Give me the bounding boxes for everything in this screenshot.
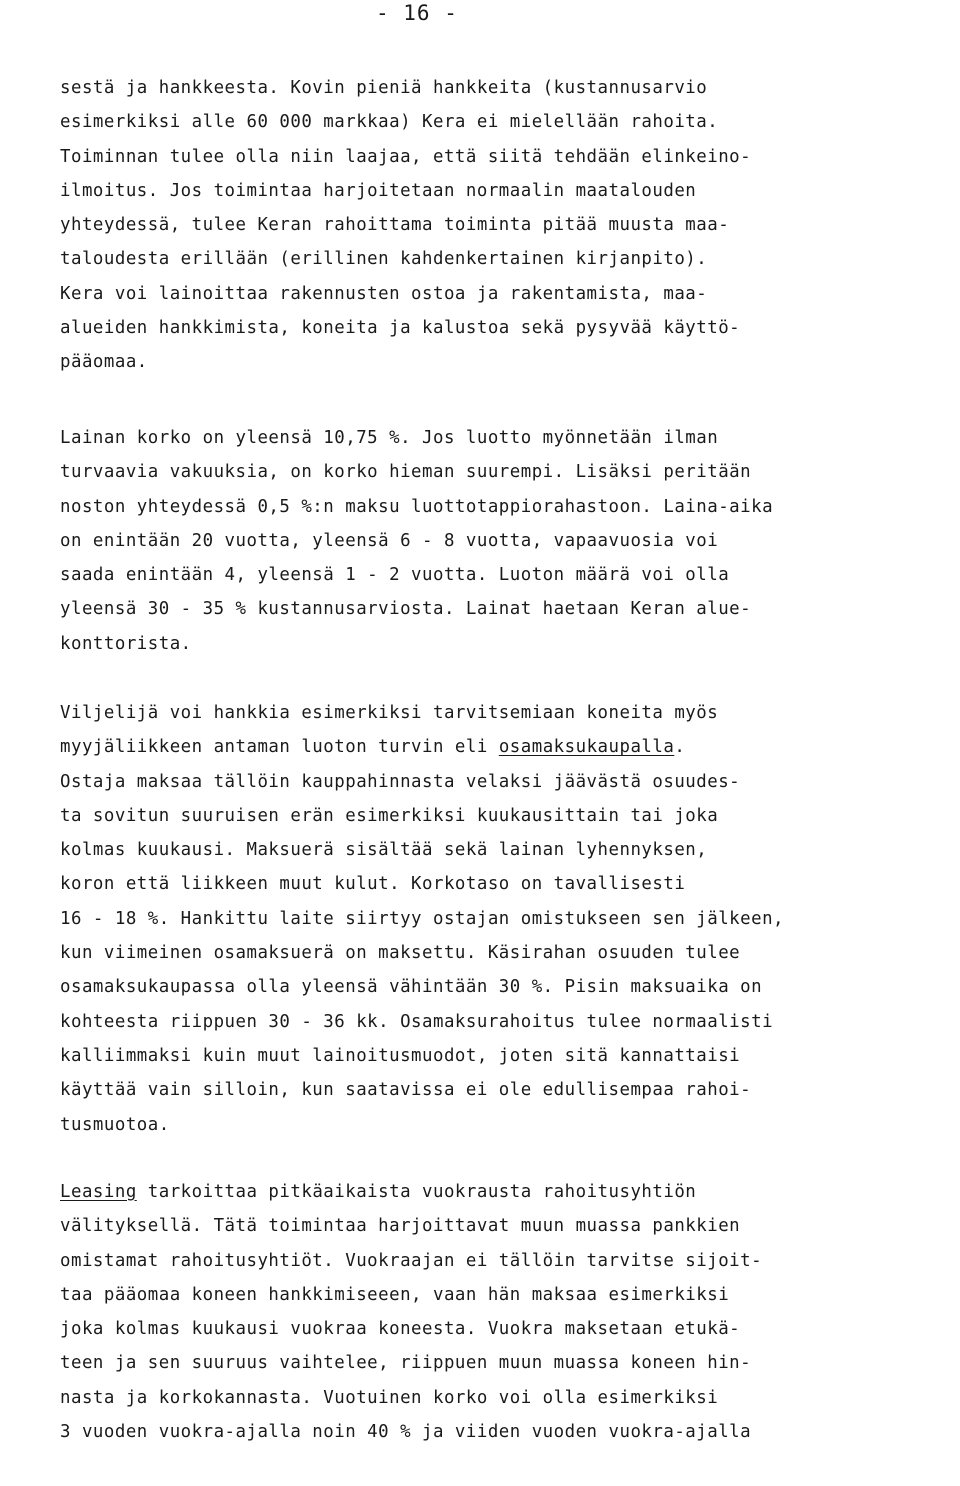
text-line: käyttää vain silloin, kun saatavissa ei ole edullisempaa rahoi- <box>60 1080 752 1101</box>
text-line: Kera voi lainoittaa rakennusten ostoa ja rakentamista, maa- <box>60 283 708 304</box>
paragraph-leasing <box>60 1175 762 1449</box>
text-line: konttorista. <box>60 633 192 654</box>
text-line: kohteesta riippuen 30 - 36 kk. Osamaksurahoitus tulee normaalisti <box>60 1011 774 1032</box>
text-line: nasta ja korkokannasta. Vuotuinen korko voi olla esimerkiksi <box>60 1387 719 1408</box>
text-line: tusmuotoa. <box>60 1114 170 1135</box>
paragraph-kera-financing <box>60 71 751 380</box>
text-line: sestä ja hankkeesta. Kovin pieniä hankkeita (kustannusarvio <box>60 78 708 98</box>
text-line: taa pääomaa koneen hankkimiseeen, vaan hän maksaa esimerkiksi <box>60 1284 730 1305</box>
paragraph-installment-purchase <box>60 696 784 1142</box>
text-line: yhteydessä, tulee Keran rahoittama toiminta pitää muusta maa- <box>60 215 730 236</box>
text-line: osamaksukaupassa olla yleensä vähintään 30 %. Pisin maksuaika on <box>60 977 763 998</box>
text-line: 3 vuoden vuokra-ajalla noin 40 % ja viiden vuoden vuokra-ajalla <box>60 1422 752 1443</box>
underlined-term: osamaksukaupalla <box>498 737 675 758</box>
text-line: koron että liikkeen muut kulut. Korkotaso on tavallisesti <box>60 874 686 895</box>
page-number: - 16 - <box>376 1 458 25</box>
text-line: taloudesta erillään (erillinen kahdenkertainen kirjanpito). <box>60 249 708 270</box>
text-line: Toiminnan tulee olla niin laajaa, että siitä tehdään elinkeino- <box>60 146 752 167</box>
text-segment: . <box>674 737 686 758</box>
text-line: yleensä 30 - 35 % kustannusarviosta. Lainat haetaan Keran alue- <box>60 599 752 620</box>
text-line: Lainan korko on yleensä 10,75 %. Jos luotto myönnetään ilman <box>60 428 719 448</box>
text-line: joka kolmas kuukausi vuokraa koneesta. Vuokra maksetaan etukä- <box>60 1319 741 1340</box>
text-line <box>60 1175 762 1209</box>
text-line: esimerkiksi alle 60 000 markkaa) Kera ei mielellään rahoita. <box>60 112 719 133</box>
paragraph-loan-terms <box>60 421 773 661</box>
text-line: omistamat rahoitusyhtiöt. Vuokraajan ei tällöin tarvitse sijoit- <box>60 1250 763 1271</box>
text-line: teen ja sen suuruus vaihtelee, riippuen muun muassa koneen hin- <box>60 1353 752 1374</box>
text-line: kalliimmaksi kuin muut lainoitusmuodot, joten sitä kannattaisi <box>60 1045 741 1066</box>
text-line: ta sovitun suuruisen erän esimerkiksi kuukausittain tai joka <box>60 805 719 826</box>
text-segment: tarkoittaa pitkäaikaista vuokrausta rahoitusyhtiön <box>136 1182 697 1202</box>
text-line: Ostaja maksaa tällöin kauppahinnasta velaksi jäävästä osuudes- <box>60 771 741 792</box>
text-line: välityksellä. Tätä toimintaa harjoittavat muun muassa pankkien <box>60 1216 741 1237</box>
text-line: alueiden hankkimista, koneita ja kalustoa sekä pysyvää käyttö- <box>60 318 741 339</box>
text-line: on enintään 20 vuotta, yleensä 6 - 8 vuotta, vapaavuosia voi <box>60 530 719 551</box>
text-line: saada enintään 4, yleensä 1 - 2 vuotta. Luoton määrä voi olla <box>60 565 730 586</box>
text-line: kolmas kuukausi. Maksuerä sisältää sekä lainan lyhennyksen, <box>60 840 708 861</box>
text-segment: myyjäliikkeen antaman luoton turvin eli <box>60 737 499 758</box>
text-line: turvaavia vakuuksia, on korko hieman suurempi. Lisäksi peritään <box>60 462 752 483</box>
text-line: 16 - 18 %. Hankittu laite siirtyy ostajan omistukseen sen jälkeen, <box>60 908 785 929</box>
text-line <box>60 730 784 764</box>
text-line: pääomaa. <box>60 352 148 373</box>
text-line: Viljelijä voi hankkia esimerkiksi tarvitsemiaan koneita myös <box>60 703 719 723</box>
text-line: noston yhteydessä 0,5 %:n maksu luottotappiorahastoon. Laina-aika <box>60 496 774 517</box>
text-line: ilmoitus. Jos toimintaa harjoitetaan normaalin maatalouden <box>60 180 697 201</box>
text-line: kun viimeinen osamaksuerä on maksettu. Käsirahan osuuden tulee <box>60 943 741 964</box>
underlined-term: Leasing <box>60 1182 137 1202</box>
